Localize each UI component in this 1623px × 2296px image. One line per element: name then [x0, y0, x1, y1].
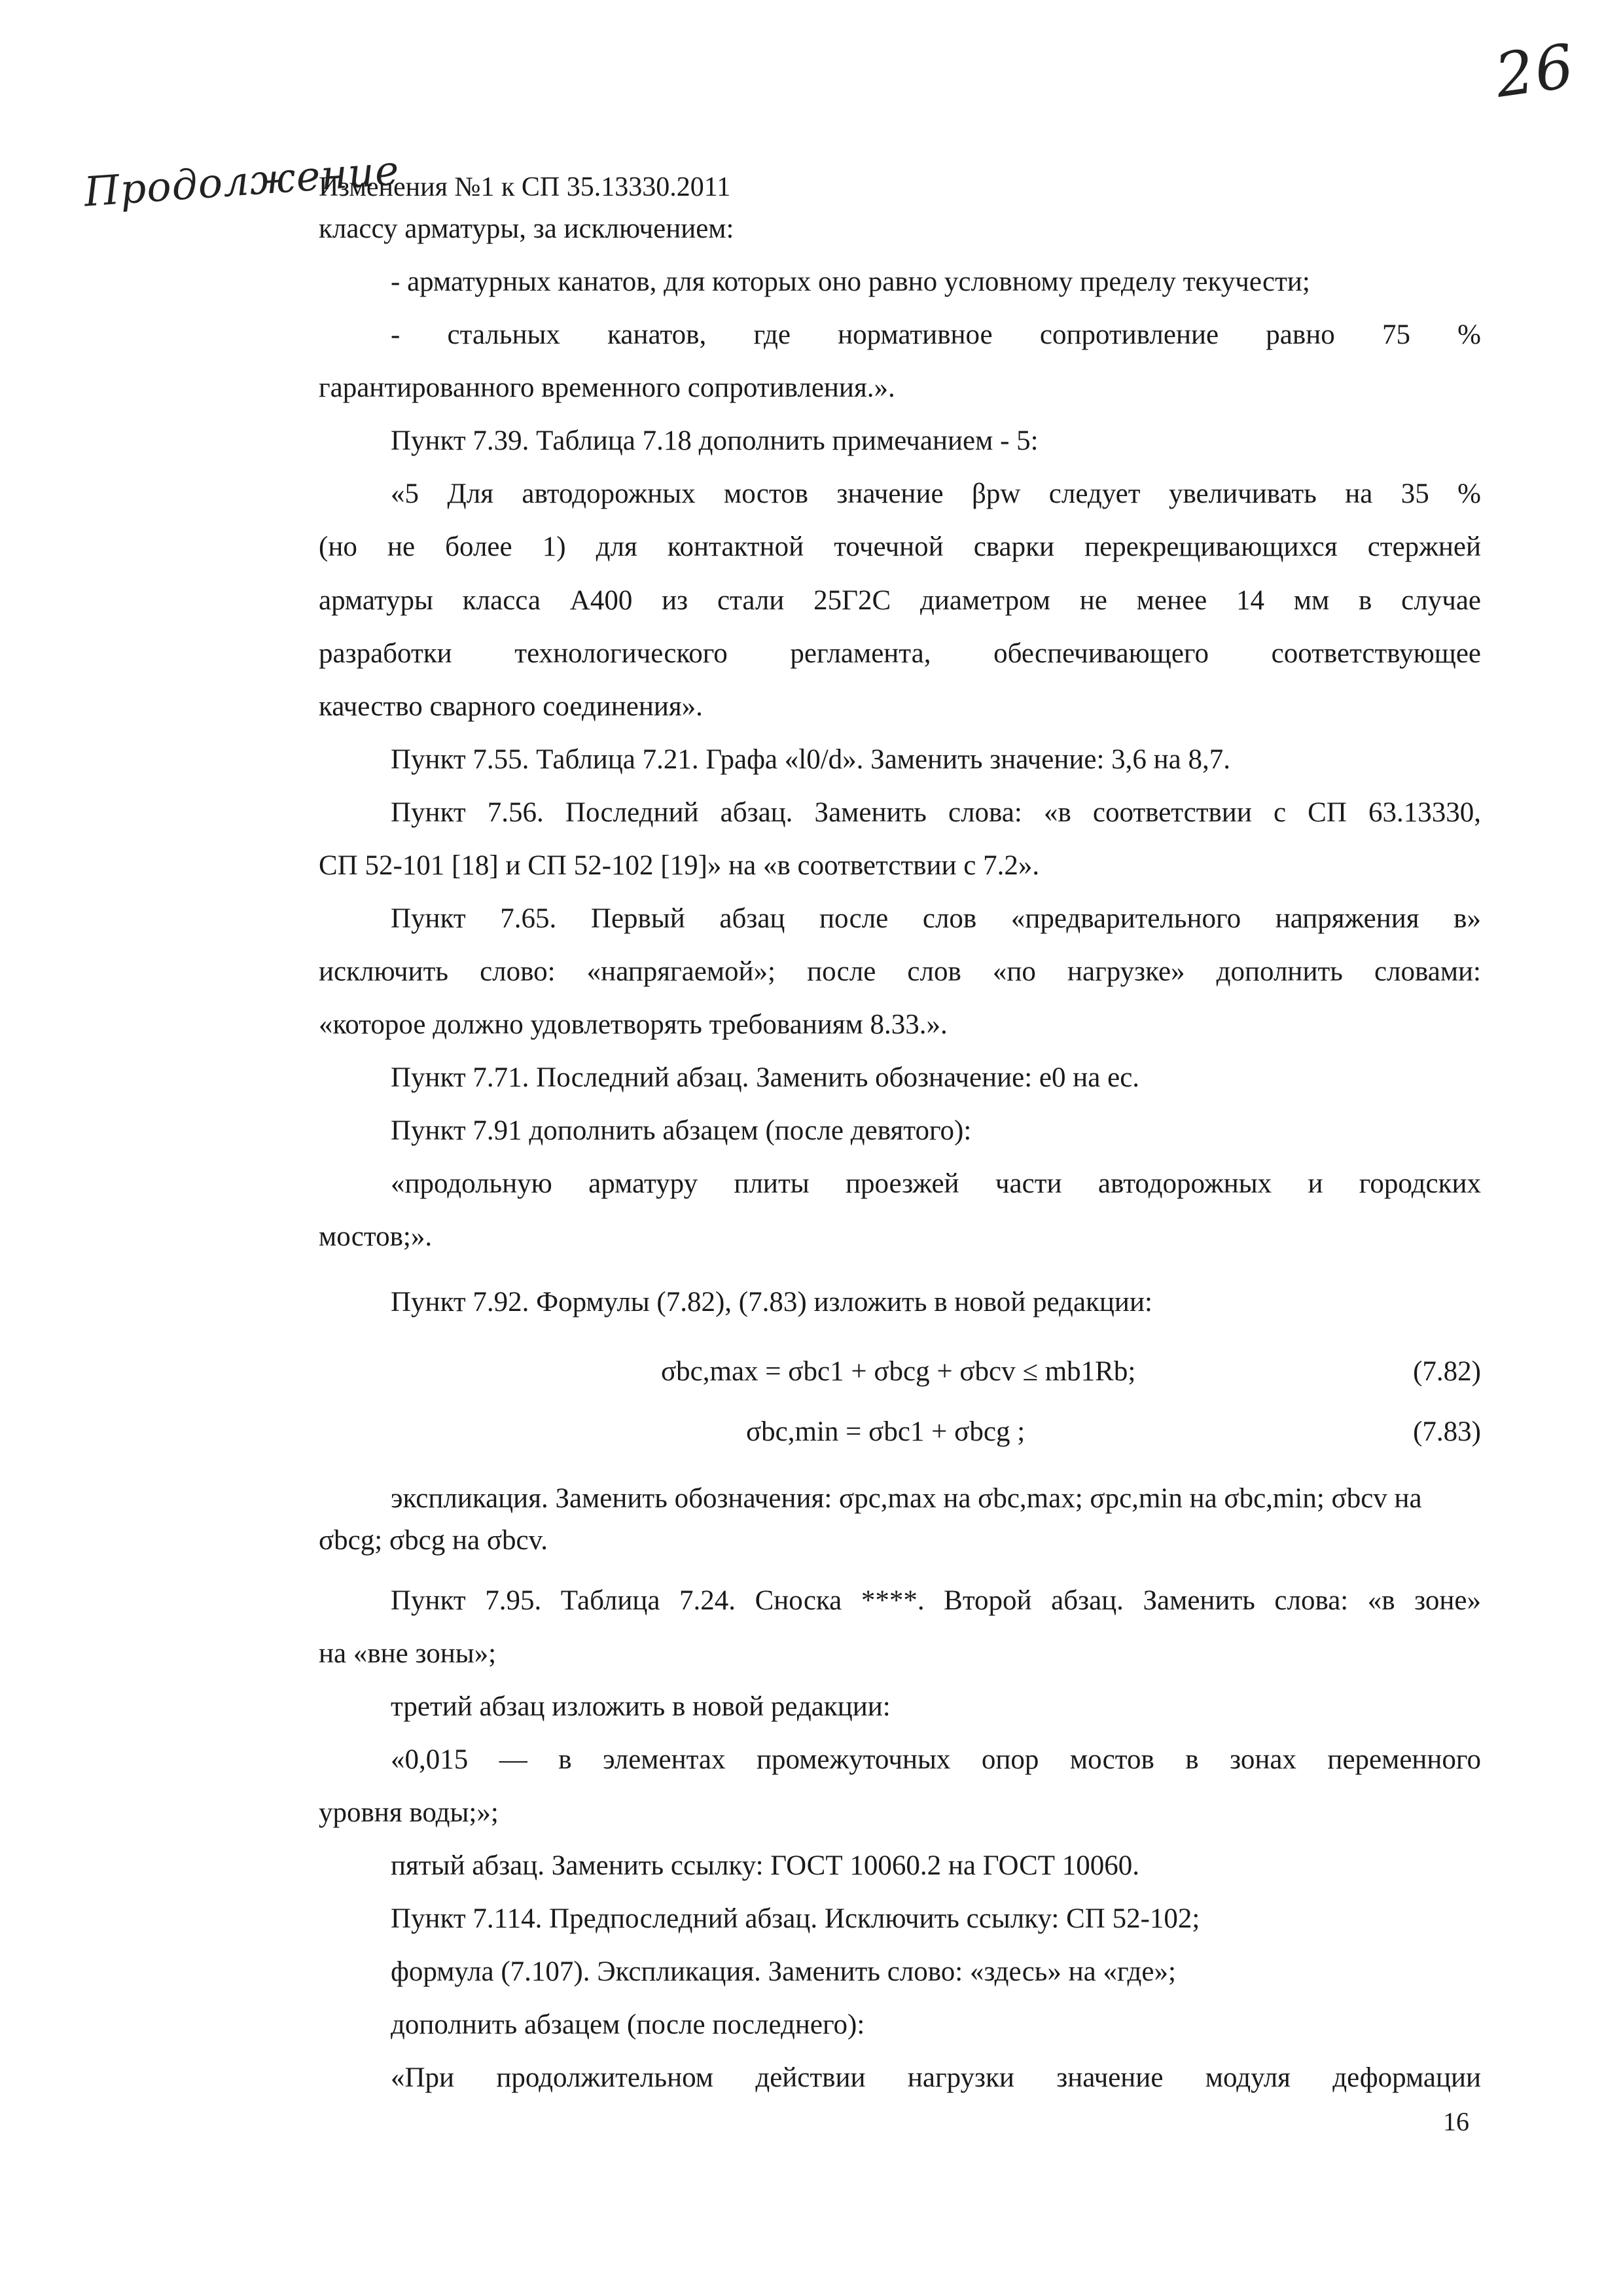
text-line: «0,015 — в элементах промежуточных опор мостов в зонах переменного	[391, 1744, 1481, 1775]
text-line: Пункт 7.56. Последний абзац. Заменить слова: «в соответствии с СП 63.13330,	[391, 797, 1481, 828]
text-line: Пункт 7.71. Последний абзац. Заменить обозначение: e0 на ec.	[391, 1062, 1140, 1093]
text-line: гарантированного временного сопротивления.».	[319, 372, 895, 403]
text-line: Пункт 7.114. Предпоследний абзац. Исключить ссылку: СП 52-102;	[391, 1903, 1200, 1934]
formula-7-83: σbc,min = σbc1 + σbcg ;	[746, 1416, 1026, 1447]
text-line: Пункт 7.92. Формулы (7.82), (7.83) изложить в новой редакции:	[391, 1287, 1152, 1318]
text-line: исключить слово: «напрягаемой»; после слов «по нагрузке» дополнить словами:	[319, 956, 1481, 987]
text-line: уровня воды;»;	[319, 1797, 499, 1828]
text-line: арматуры класса А400 из стали 25Г2С диаметром не менее 14 мм в случае	[319, 585, 1481, 616]
text-line: классу арматуры, за исключением:	[319, 213, 734, 244]
text-line: мостов;».	[319, 1221, 433, 1252]
text-line: качество сварного соединения».	[319, 691, 703, 722]
text-line: Пункт 7.65. Первый абзац после слов «предварительного напряжения в»	[391, 903, 1481, 934]
text-line: дополнить абзацем (после последнего):	[391, 2009, 865, 2040]
text-line: Пункт 7.95. Таблица 7.24. Сноска ****. Второй абзац. Заменить слова: «в зоне»	[391, 1585, 1481, 1616]
text-line: экспликация. Заменить обозначения: σpc,max на σbc,max; σpc,min на σbc,min; σbcv на	[391, 1483, 1422, 1514]
text-line: Пункт 7.39. Таблица 7.18 дополнить примечанием - 5:	[391, 425, 1039, 456]
text-line: «5 Для автодорожных мостов значение βpw следует увеличивать на 35 %	[391, 478, 1481, 509]
handwritten-continuation-note: Продолжение	[82, 146, 401, 216]
text-line: третий абзац изложить в новой редакции:	[391, 1691, 891, 1722]
text-line: пятый абзац. Заменить ссылку: ГОСТ 10060.2 на ГОСТ 10060.	[391, 1850, 1140, 1881]
document-header: Изменения №1 к СП 35.13330.2011	[319, 172, 731, 202]
formula-number: (7.83)	[1413, 1416, 1481, 1447]
text-line: «При продолжительном действии нагрузки значение модуля деформации	[391, 2062, 1481, 2093]
text-line: - арматурных канатов, для которых оно равно условному пределу текучести;	[391, 266, 1310, 297]
text-line: Пункт 7.55. Таблица 7.21. Графа «l0/d». Заменить значение: 3,6 на 8,7.	[391, 744, 1230, 775]
page-number: 16	[1443, 2107, 1469, 2136]
text-line: - стальных канатов, где нормативное сопротивление равно 75 %	[391, 319, 1481, 350]
text-line: (но не более 1) для контактной точечной сварки перекрещивающихся стержней	[319, 531, 1481, 562]
text-line: «продольную арматуру плиты проезжей части автодорожных и городских	[391, 1168, 1481, 1199]
text-line: СП 52-101 [18] и СП 52-102 [19]» на «в соответствии с 7.2».	[319, 850, 1040, 881]
text-line: разработки технологического регламента, обеспечивающего соответствующее	[319, 638, 1481, 669]
text-line: Пункт 7.91 дополнить абзацем (после девятого):	[391, 1115, 972, 1146]
handwritten-page-number: 26	[1491, 31, 1579, 111]
text-line: формула (7.107). Экспликация. Заменить слово: «здесь» на «где»;	[391, 1956, 1176, 1987]
text-line: на «вне зоны»;	[319, 1638, 497, 1669]
formula-7-82: σbc,max = σbc1 + σbcg + σbcv ≤ mb1Rb;	[661, 1356, 1136, 1387]
text-line: σbcg; σbcg на σbcv.	[319, 1525, 548, 1556]
text-line: «которое должно удовлетворять требованиям 8.33.».	[319, 1009, 948, 1040]
formula-number: (7.82)	[1413, 1356, 1481, 1387]
